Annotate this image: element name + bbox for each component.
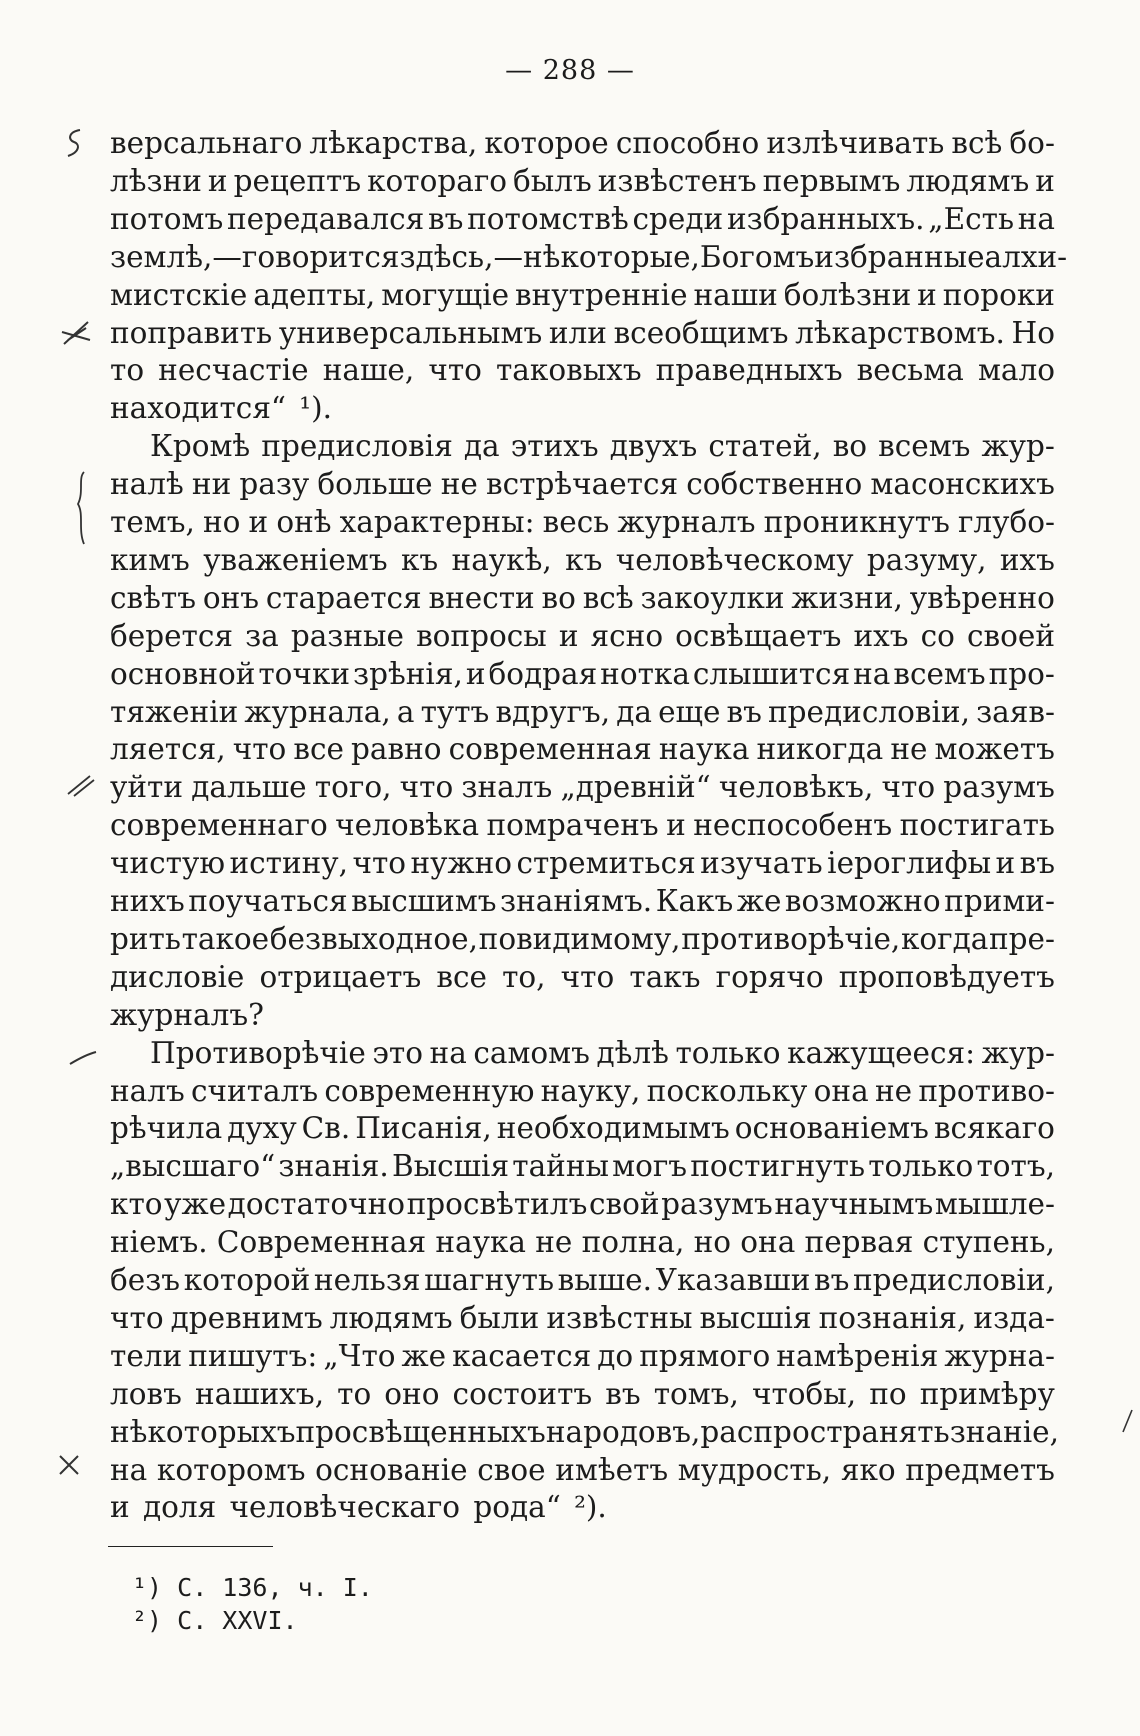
footnote-rule (108, 1546, 273, 1547)
text-line: рить такое безвыходное, повидимому, противорѣчіе, когда пре- (110, 921, 1055, 956)
text-line: темъ, но и онѣ характерны: весь журналъ проникнутъ глубо- (110, 505, 1055, 539)
text-line: находится“ ¹). (110, 391, 332, 426)
text-line: уйти дальше того, что зналъ „древній“ человѣкъ, что разумъ (110, 770, 1055, 805)
margin-mark-slash-right (1120, 1408, 1134, 1436)
margin-mark-x (56, 1452, 82, 1478)
margin-mark-double-slash (64, 772, 96, 798)
text-line: „высшаго“ знанія. Высшія тайны могъ постигнуть только тотъ, (110, 1149, 1055, 1184)
text-line: кто уже достаточно просвѣтилъ свой разумъ научнымъ мышле- (110, 1187, 1055, 1222)
text-line: ніемъ. Современная наука не полна, но она первая ступень, (110, 1225, 1055, 1260)
text-line: тели пишутъ: „Что же касается до прямого намѣренія журна- (110, 1338, 1055, 1373)
text-line: налъ считалъ современную науку, поскольку она не противо- (110, 1073, 1055, 1108)
margin-mark-s (62, 126, 86, 160)
text-line: Кромѣ предисловія да этихъ двухъ статей, во всемъ жур- (150, 429, 1055, 464)
text-line: версальнаго лѣкарства, которое способно излѣчивать всѣ бо- (110, 126, 1055, 160)
text-line: журналъ? (110, 997, 264, 1032)
text-line: ляется, что все равно современная наука никогда не можетъ (110, 732, 1055, 767)
text-line: мистскіе адепты, могущіе внутренніе наши болѣзни и пороки (110, 277, 1055, 312)
text-line: рѣчила духу Св. Писанія, необходимымъ основаніемъ всякаго (110, 1111, 1055, 1146)
text-line: основной точки зрѣнія, и бодрая нотка слышится на всемъ про- (110, 656, 1055, 691)
text-line: Противорѣчіе это на самомъ дѣлѣ только кажущееся: жур- (150, 1035, 1055, 1070)
text-line: чистую истину, что нужно стремиться изучать іероглифы и въ (110, 846, 1055, 881)
text-line: потомъ передавался въ потомствѣ среди избранныхъ. „Есть на (110, 201, 1055, 236)
footnote-1: ¹) С. 136, ч. I. (132, 1573, 373, 1602)
text-line: современнаго человѣка помраченъ и неспособенъ постигать (110, 808, 1055, 843)
text-line: что древнимъ людямъ были извѣстны высшія познанія, изда- (110, 1300, 1055, 1335)
margin-mark-cross (58, 318, 94, 348)
text-line: землѣ,—говорится здѣсь,—нѣкоторые, Богомъ избранные алхи- (110, 239, 1068, 274)
text-line: поправить универсальнымъ или всеобщимъ лѣкарствомъ. Но (110, 315, 1055, 350)
text-line: налѣ ни разу больше не встрѣчается собственно масонскихъ (110, 467, 1055, 502)
text-line: лѣзни и рецептъ котораго былъ извѣстенъ первымъ людямъ и (110, 163, 1055, 198)
text-line: тяженіи журнала, а тутъ вдругъ, да еще въ предисловіи, заяв- (110, 694, 1055, 729)
text-line: и доля человѣческаго рода“ ²). (110, 1490, 607, 1525)
margin-mark-dash (66, 1048, 100, 1068)
margin-mark-brace (70, 468, 92, 548)
text-line: дисловіе отрицаетъ все то, что такъ горячо проповѣдуетъ (110, 959, 1055, 994)
text-line: берется за разные вопросы и ясно освѣщаетъ ихъ со своей (110, 618, 1055, 653)
text-line: нихъ поучаться высшимъ знаніямъ. Какъ же возможно прими- (110, 884, 1055, 918)
text-line: то несчастіе наше, что таковыхъ праведныхъ весьма мало (110, 353, 1055, 388)
text-line: безъ которой нельзя шагнуть выше. Указавши въ предисловіи, (110, 1263, 1055, 1297)
text-line: свѣтъ онъ старается внести во всѣ закоулки жизни, увѣренно (110, 580, 1055, 615)
page-number: — 288 — (505, 55, 635, 86)
text-line: ловъ нашихъ, то оно состоитъ въ томъ, чтобы, по примѣру (110, 1376, 1055, 1411)
text-line: на которомъ основаніе свое имѣетъ мудрость, яко предметъ (110, 1452, 1055, 1487)
text-line: нѣкоторыхъ просвѣщенныхъ народовъ, распространять знаніе, (110, 1414, 1059, 1449)
footnote-2: ²) С. XXVI. (132, 1606, 298, 1635)
text-line: кимъ уваженіемъ къ наукѣ, къ человѣческому разуму, ихъ (110, 542, 1055, 577)
